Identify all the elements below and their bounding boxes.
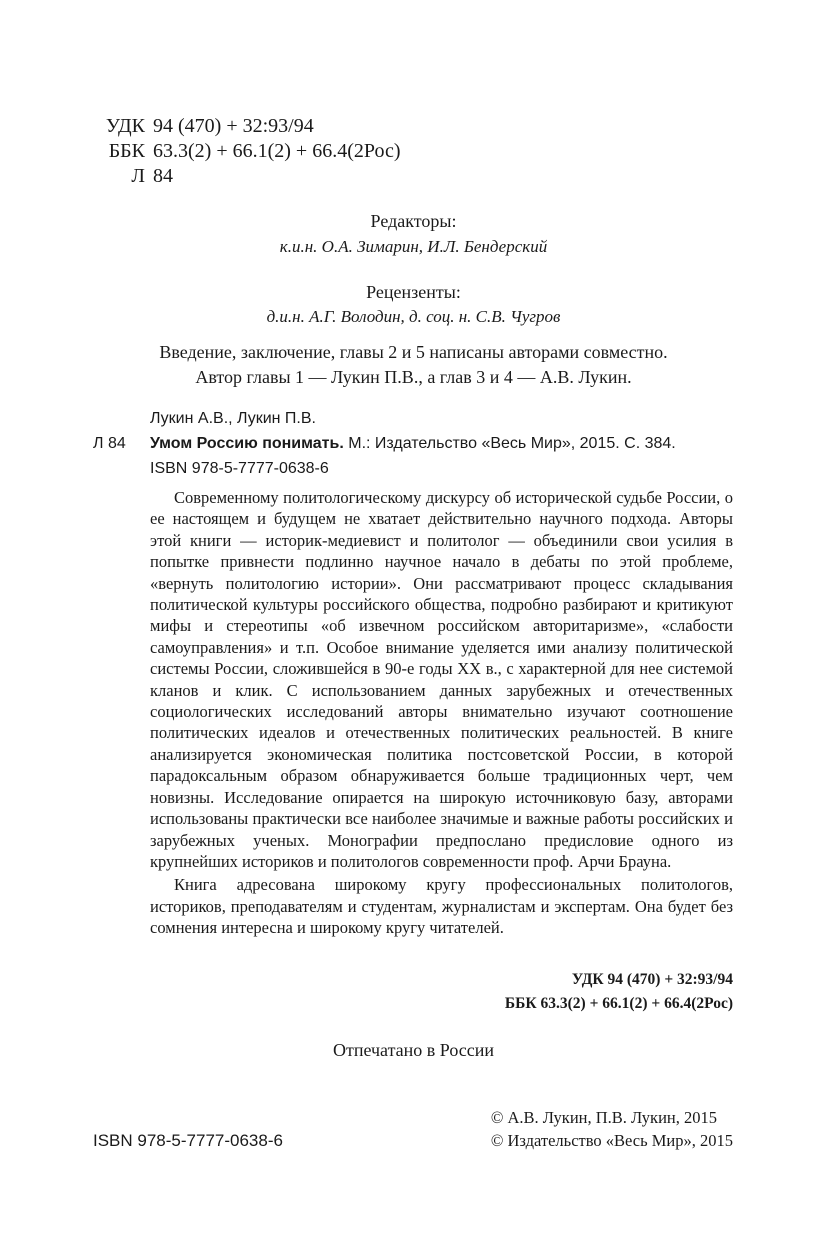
- abstract: [150, 487, 733, 939]
- catalog-code: Л 84: [93, 435, 126, 452]
- catalog-authors: Лукин А.В., Лукин П.В.: [150, 410, 316, 427]
- authorship-line-2: Автор главы 1 — Лукин П.В., а глав 3 и 4 — А.В. Лукин.: [195, 367, 632, 387]
- udc-key: УДК: [105, 115, 145, 137]
- catalog-publication: М.: Издательство «Весь Мир», 2015. С. 384.: [348, 435, 676, 452]
- bbk-repeat: ББК 63.3(2) + 66.1(2) + 66.4(2Рос): [504, 995, 733, 1012]
- abstract-paragraph-2: Книга адресована широкому кругу профессиональных политологов, историков, преподавателям и студентам, журналистам и экспертам. Она будет без сомнения интересна и широкому кругу читателей.: [150, 875, 733, 938]
- authorship-line-1: Введение, заключение, главы 2 и 5 написаны авторами совместно.: [159, 342, 668, 362]
- classification-block: [93, 114, 401, 189]
- copyright-publisher: © Издательство «Весь Мир», 2015: [490, 1131, 733, 1150]
- editors-names: к.и.н. О.А. Зимарин, И.Л. Бендерский: [279, 237, 548, 256]
- copyright-block: [491, 1106, 733, 1152]
- bbk-value: 63.3(2) + 66.1(2) + 66.4(2Рос): [153, 140, 401, 162]
- copyright-authors: © А.В. Лукин, П.В. Лукин, 2015: [490, 1108, 717, 1127]
- udc-value: 94 (470) + 32:93/94: [153, 115, 314, 137]
- udc-row: [93, 114, 401, 139]
- printed-in: Отпечатано в России: [332, 1040, 495, 1060]
- reviewers-names: д.и.н. А.Г. Володин, д. соц. н. С.В. Чугров: [266, 307, 561, 326]
- bbk-key: ББК: [108, 140, 145, 162]
- author-mark-value: 84: [153, 165, 173, 187]
- abstract-paragraph-1: Современному политологическому дискурсу об исторической судьбе России, о ее настоящем и будущем не хватает действительно научного подхода. Авторы этой книги — историк-медиевист и политолог — объединили свои усилия в попытке привнести подлинно научное начало в дебаты по этой проблеме, «вернуть политологию истории». Они рассматривают процесс складывания политической культуры российского общества, подробно разбирают и критикуют мифы и стереотипы «об извечном российском авторитаризме», «слабости самоуправления» и т.п. Особое внимание уделяется ими анализу политической системы России, сложившейся в 90-е годы XX в., с характерной для нее системой кланов и клик. С использованием данных зарубежных и отечественных социологических исследований авторы внимательно изучают соотношение политических идеалов и отечественных политических реальностей. В книге анализируется экономическая политика постсоветской России, в которой парадоксальным образом обнаруживается больше традиционных черт, чем новизны. Исследование опирается на широкую источниковую базу, авторами использованы практически все наиболее значимые и важные работы российских и зарубежных ученых. Монографии предпослано предисловие одного из крупнейших историков и политологов современности проф. Арчи Брауна.: [150, 488, 733, 871]
- author-mark-key: Л: [131, 165, 145, 187]
- catalog-isbn: ISBN 978-5-7777-0638-6: [150, 460, 329, 477]
- reviewers-label: Рецензенты:: [366, 282, 461, 302]
- author-mark-row: [93, 164, 401, 189]
- udc-repeat: УДК 94 (470) + 32:93/94: [571, 971, 733, 988]
- footer-isbn: ISBN 978-5-7777-0638-6: [93, 1131, 283, 1150]
- bbk-row: [93, 139, 401, 164]
- editors-label: Редакторы:: [370, 211, 457, 231]
- catalog-title: Умом Россию понимать.: [150, 435, 344, 452]
- catalog-title-line: [150, 435, 676, 453]
